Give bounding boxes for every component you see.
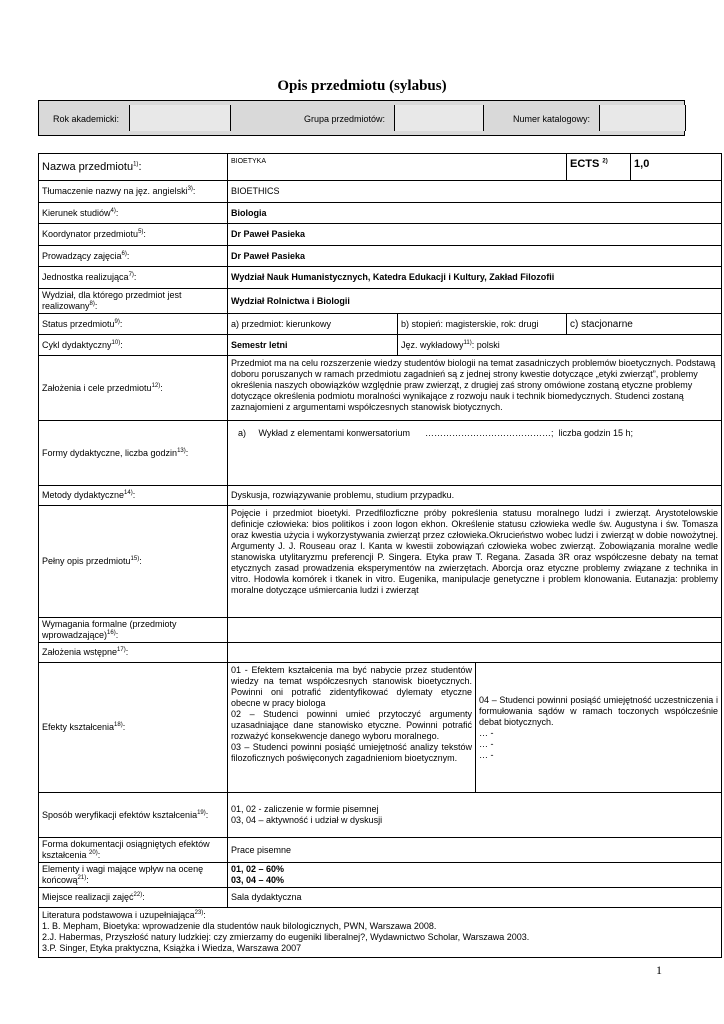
row-elementy bbox=[39, 863, 722, 888]
row-zalozenia bbox=[39, 356, 722, 421]
status-c: c) stacjonarne bbox=[567, 314, 722, 335]
efekty-right bbox=[476, 663, 722, 793]
metody-value: Dyskusja, rozwiązywanie problemu, studium przypadku. bbox=[228, 486, 722, 506]
jedn-value: Wydział Nauk Humanistycznych, Katedra Edukacji i Kultury, Zakład Filozofii bbox=[228, 267, 722, 289]
kier-label: Kierunek studiów$^{4)}$: bbox=[39, 203, 228, 224]
row-wymagania bbox=[39, 618, 722, 643]
page-title: Opis przedmiotu (sylabus) bbox=[277, 78, 447, 94]
numer-label: Numer katalogowy: bbox=[513, 114, 591, 124]
ects-value: 1,0 bbox=[631, 154, 722, 181]
row-cykl bbox=[39, 335, 722, 356]
pelny-value: Pojęcie i przedmiot bioetyki. Przedfilozficzne próby pokreślenia statusu moralnego ludzi i zwierząt. Arystotelowskie definicje człowieka: bios politikos i zoon logon ekhon. Określenie statusu człowieka wedle św. Augustyna i św. Tomasza oraz kwestia użycia i wykorzystywania zwierząt przez człowieka.Okrucieństwo wobec ludzi i zwierząt w dobie nowożytnej. Argumenty J. J. Rouseau oraz I. Kanta w kwestii zobowiązań człowieka wobec zwierząt. Zobowiązania moralne wedle stanowiska utylitaryzmu preferencji P. Singera. Etyka praw T. Regana. Zasada 3R oraz współczesne debaty na temat etycznych zasad prowadzenia eksperymentów na zwierzętach. Aborcja oraz etyczne problemy związane z technika in vitro. Hodowla komórek i tkanek in vitro. Eugenika, manipulacje genetyczne i problem klonowania. Eutanazja: problemy moralne dotyczące uśmiercania ludzi i zwierząt bbox=[228, 506, 722, 618]
zalw-label: Założenia wstępne$^{17)}$: bbox=[39, 643, 228, 663]
row-prowadzacy bbox=[39, 246, 722, 267]
lit-item-2: 2.J. Habermas, Przyszłość natury ludzkiej: czy zmierzamy do eugeniki liberalnej?, Wydawnictwo Scholar, Warszawa 2003. bbox=[42, 932, 530, 942]
page-number: 1 bbox=[656, 963, 662, 977]
miejsce-label: Miejsce realizacji zajęć$^{22)}$: bbox=[39, 888, 228, 908]
cykl-value: Semestr letni bbox=[228, 335, 398, 356]
elem-line-1: 01, 02 – 60% bbox=[231, 864, 285, 874]
tlum-value: BIOETHICS bbox=[228, 181, 722, 203]
wym-label: Wymagania formalne (przedmioty wprowadzające)$^{16)}$: bbox=[39, 618, 228, 643]
grupa-field[interactable] bbox=[394, 105, 484, 131]
lit-label: Literatura podstawowa i uzupełniająca$^{23)}$: bbox=[42, 910, 206, 920]
literatura-cell bbox=[39, 908, 722, 958]
kier-value: Biologia bbox=[228, 203, 722, 224]
row-status bbox=[39, 314, 722, 335]
row-koordynator bbox=[39, 224, 722, 246]
zalw-value bbox=[228, 643, 722, 663]
row-metody bbox=[39, 486, 722, 506]
cykl-label: Cykl dydaktyczny$^{10)}$: bbox=[39, 335, 228, 356]
row-nazwa bbox=[39, 154, 722, 181]
koord-value: Dr Paweł Pasieka bbox=[228, 224, 722, 246]
efekt-placeholder: … - bbox=[479, 749, 494, 760]
lit-item-3: 3.P. Singer, Etyka praktyczna, Książka i Wiedza, Warszawa 2007 bbox=[42, 943, 302, 953]
efekty-label: Efekty kształcenia$^{18)}$: bbox=[39, 663, 228, 793]
elem-label: Elementy i wagi mające wpływ na ocenę końcową$^{21)}$: bbox=[39, 863, 228, 888]
status-b: b) stopień: magisterskie, rok: drugi bbox=[398, 314, 567, 335]
tlum-label: Tłumaczenie nazwy na jęz. angielski$^{3)}$: bbox=[39, 181, 228, 203]
status-a: a) przedmiot: kierunkowy bbox=[228, 314, 398, 335]
sposob-value bbox=[228, 793, 722, 838]
miejsce-value: Sala dydaktyczna bbox=[228, 888, 722, 908]
formy-value: a) Wykład z elementami konwersatorium ……………………………………; liczba godzin 15 h; bbox=[228, 421, 722, 486]
wym-value bbox=[228, 618, 722, 643]
jedn-label: Jednostka realizująca$^{7)}$: bbox=[39, 267, 228, 289]
row-kierunek bbox=[39, 203, 722, 224]
row-formy bbox=[39, 421, 722, 486]
numer-field[interactable] bbox=[599, 105, 686, 131]
row-sposob bbox=[39, 793, 722, 838]
sposob-line-1: 01, 02 - zaliczenie w formie pisemnej bbox=[231, 804, 379, 814]
efekt-01: 01 - Efektem kształcenia ma być nabycie przez studentów wiedzy na temat współczesnych stanowisk bioetycznych. Powinni oni potrafić zidentyfikować dylematy etyczne obecne w pracy biologa bbox=[231, 665, 472, 708]
row-jednostka bbox=[39, 267, 722, 289]
nazwa-label: Nazwa przedmiotu$^{1)}$: bbox=[39, 154, 228, 181]
efekt-03: 03 – Studenci powinni posiąść umiejętność analizy tekstów filozoficznych poświęconych zagadnieniom bioetycznym. bbox=[231, 742, 472, 763]
efekt-placeholder: … - bbox=[479, 727, 494, 738]
status-label: Status przedmiotu$^{9)}$: bbox=[39, 314, 228, 335]
elem-line-2: 03, 04 – 40% bbox=[231, 875, 285, 885]
prow-label: Prowadzący zajęcia$^{6)}$: bbox=[39, 246, 228, 267]
row-efekty bbox=[39, 663, 722, 793]
elem-value bbox=[228, 863, 722, 888]
syllabus-table bbox=[38, 153, 722, 958]
row-miejsce bbox=[39, 888, 722, 908]
koord-label: Koordynator przedmiotu$^{5)}$: bbox=[39, 224, 228, 246]
zal-label: Założenia i cele przedmiotu$^{12)}$: bbox=[39, 356, 228, 421]
lit-item-1: 1. B. Mepham, Bioetyka: wprowadzenie dla studentów nauk bilologicznych, PWN, Warszawa 2008. bbox=[42, 921, 437, 931]
prow-value: Dr Paweł Pasieka bbox=[228, 246, 722, 267]
zal-value: Przedmiot ma na celu rozszerzenie wiedzy studentów biologii na temat zasadniczych problemów bioetycznych. Podstawą doboru poruszanych w ramach przedmiotu zagadnień są z jednej strony kwestie dotyczące „etyki zwierząt”, problemy określenia naszych obowiązków względnie praw zwierząt, z drugiej zaś strony omówione zostaną etyczne problemy dotyczące określenia podmiotu moralności wynikające z rozwoju nauk i technik biomedycznych. Studenci zostaną zaznajomieni z argumentami współczesnych stanowisk biotycznych. bbox=[228, 356, 722, 421]
pelny-label: Pełny opis przedmiotu$^{15)}$: bbox=[39, 506, 228, 618]
header-bar bbox=[38, 100, 685, 136]
row-wydzial bbox=[39, 289, 722, 314]
sposob-line-2: 03, 04 – aktywność i udział w dyskusji bbox=[231, 815, 383, 825]
jezyk-cell: Jęz. wykładowy$^{11)}$: polski bbox=[398, 335, 722, 356]
efekt-placeholder: … - bbox=[479, 738, 494, 749]
forma-label: Forma dokumentacji osiągniętych efektów kształcenia $^{20)}$: bbox=[39, 838, 228, 863]
ects-label: ECTS $^{2)}$ bbox=[567, 154, 631, 181]
forma-value: Prace pisemne bbox=[228, 838, 722, 863]
sposob-label: Sposób weryfikacji efektów kształcenia$^{19)}$: bbox=[39, 793, 228, 838]
row-literatura bbox=[39, 908, 722, 958]
row-zal-wstepne bbox=[39, 643, 722, 663]
efekt-04: 04 – Studenci powinni posiąść umiejętność uczestniczenia i formułowania sądów w ramach toczonych współcześnie debat biotycznych. bbox=[479, 694, 719, 727]
nazwa-value: BIOETYKA bbox=[228, 154, 567, 181]
row-forma bbox=[39, 838, 722, 863]
formy-label: Formy dydaktyczne, liczba godzin$^{13)}$: bbox=[39, 421, 228, 486]
efekty-left bbox=[228, 663, 476, 793]
rok-label: Rok akademicki: bbox=[53, 114, 120, 124]
metody-label: Metody dydaktyczne$^{14)}$: bbox=[39, 486, 228, 506]
efekt-02: 02 – Studenci powinni umieć przytoczyć argumenty uzasadniające dane stanowisko etyczne. Powinni potrafić rozważyć konsekwencje danego wyboru moralnego. bbox=[231, 709, 472, 741]
row-pelny bbox=[39, 506, 722, 618]
grupa-label: Grupa przedmiotów: bbox=[304, 114, 386, 124]
wydz-value: Wydział Rolnictwa i Biologii bbox=[228, 289, 722, 314]
wydz-label: Wydział, dla którego przedmiot jest realizowany$^{8)}$: bbox=[39, 289, 228, 314]
rok-field[interactable] bbox=[129, 105, 231, 131]
row-tlum bbox=[39, 181, 722, 203]
